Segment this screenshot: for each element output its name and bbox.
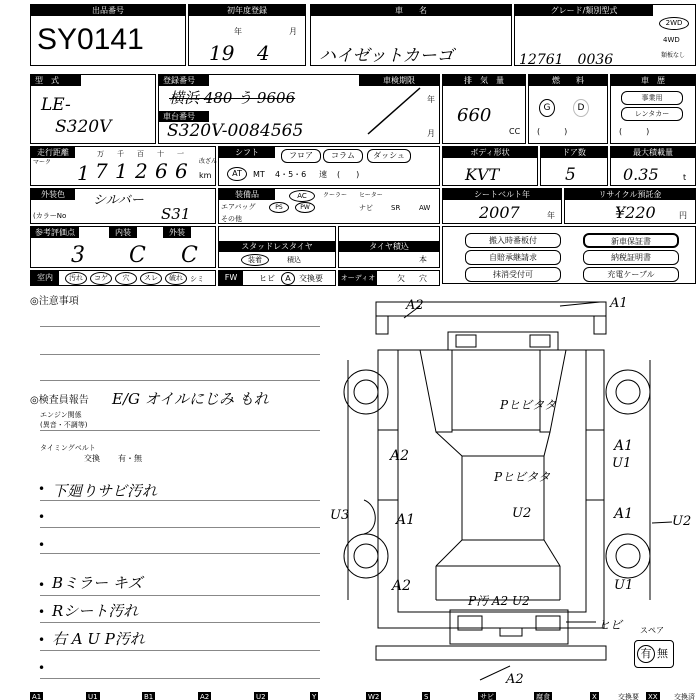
legend-item: A1 <box>32 693 42 700</box>
doc-carry-in: 搬入時番板付 <box>465 233 561 248</box>
mileage-lead-digit: 1 <box>77 161 90 185</box>
interior-condition-item: 穴 <box>115 272 137 285</box>
fw-a: A <box>281 272 295 285</box>
recycle-value: ¥220 <box>615 203 656 222</box>
interior-row-label: 室内 <box>31 271 59 285</box>
damage-mark: U2 <box>672 514 692 529</box>
bullet: • <box>38 510 46 524</box>
legend-item: A2 <box>200 693 210 700</box>
exterior-label: 外装 <box>163 227 191 238</box>
interior-value: C <box>129 243 146 268</box>
car-name-label: 車 名 <box>311 5 511 16</box>
damage-mark: Pヒビタタ <box>494 470 551 484</box>
fw-crack: ヒビ <box>259 274 275 283</box>
fw-exchange: 交換要 <box>299 274 323 283</box>
grade-none-option: 類板なし <box>661 52 686 59</box>
shift-mt: MT <box>253 170 265 179</box>
displacement-unit: CC <box>509 127 521 136</box>
damage-mark: U3 <box>330 508 350 523</box>
damage-mark: A2 <box>506 672 524 687</box>
legend-item: XX <box>648 693 658 700</box>
notes-label: ◎注意事項 <box>30 296 79 307</box>
interior-condition-item: コゲ <box>90 272 112 285</box>
mileage-unit: km <box>199 171 212 180</box>
history-rental: レンタカー <box>621 107 683 121</box>
reg-value: 横浜 480 う 9606 <box>169 89 296 107</box>
interior-condition-item: 汚れ <box>65 272 87 285</box>
bullet: • <box>38 661 46 675</box>
displacement-value: 660 <box>457 105 492 126</box>
first-reg-year-label: 年 <box>234 27 242 36</box>
damage-mark: A1 <box>614 506 634 522</box>
damage-mark: A2 <box>392 578 412 594</box>
shift-column: コラム <box>323 149 363 163</box>
doors-label: ドア数 <box>541 147 607 158</box>
note-item: 下廻りサビ汚れ <box>52 482 158 500</box>
history-paren: ( ) <box>619 127 650 136</box>
model-label: 型 式 <box>31 75 81 86</box>
car-name-value: ハイゼットカーゴ <box>319 46 454 66</box>
model-line2: S320V <box>55 117 112 137</box>
grade-value: 12761 0036 <box>519 52 614 68</box>
shift-speed: 速 <box>319 170 327 179</box>
lot-label: 出品番号 <box>31 5 185 16</box>
mileage-unit-label: 千 <box>117 150 124 158</box>
lot-number: SY0141 <box>37 23 144 56</box>
damage-mark: Pヒビタタ <box>500 398 557 412</box>
chassis-value: S320V-0084565 <box>167 121 304 141</box>
history-label: 車 歴 <box>611 75 695 86</box>
first-reg-month-label: 月 <box>289 27 297 36</box>
audio-label: オーディオ <box>339 271 377 285</box>
mileage-unit-label: 百 <box>137 150 144 158</box>
bullet: • <box>38 578 46 592</box>
seatbelt-value: 2007 <box>479 203 520 222</box>
shift-dash: ダッシュ <box>367 149 411 163</box>
recycle-label: リサイクル預託金 <box>565 189 695 200</box>
legend-items <box>30 692 696 700</box>
score-value: 3 <box>71 243 85 268</box>
inspector-label: ◎検査員報告 <box>30 395 89 406</box>
color-value: シルバー <box>93 193 144 208</box>
recycle-unit: 円 <box>679 211 687 220</box>
fuel-paren: ( ) <box>537 127 568 136</box>
capacity-value: 0.35 <box>623 165 659 184</box>
tire-load-label: タイヤ積込 <box>339 241 439 252</box>
mileage-digit: 2 <box>135 159 148 183</box>
bullet: • <box>38 605 46 619</box>
model-line1: LE- <box>41 95 71 115</box>
color-change-label: (カラーNo <box>33 212 67 220</box>
legend-item: 交換済 <box>674 693 695 700</box>
legend-item: X <box>592 693 597 700</box>
mileage-unit-label: 十 <box>157 150 164 158</box>
fuel-d-option: D <box>573 99 589 117</box>
shift-at: AT <box>227 167 247 181</box>
studless-label: スタッドレスタイヤ <box>219 241 335 252</box>
capacity-unit: t <box>683 173 687 182</box>
bullet: • <box>38 633 46 647</box>
equipment-other: その他 <box>221 215 242 223</box>
spare-none: 無 <box>657 647 668 660</box>
damage-mark: A1 <box>614 438 634 454</box>
equipment-airbag: エアバッグ <box>221 203 256 211</box>
seatbelt-unit: 年 <box>547 211 555 220</box>
legend-item: Y <box>312 693 317 700</box>
interior-condition-item: シミ <box>190 275 204 283</box>
timing-exchange: 交換 <box>84 454 100 463</box>
first-reg-year: 19 <box>209 41 235 65</box>
note-item: 右 A U P汚れ <box>52 630 145 648</box>
inspection-month-label: 月 <box>427 129 435 138</box>
body-type-label: ボディ形状 <box>443 147 537 158</box>
legend-item: 腐食 <box>536 693 550 700</box>
spare-label: スペア <box>640 626 664 635</box>
studless-loaded: 積込 <box>287 256 301 264</box>
equipment-aw: AW <box>419 204 431 212</box>
audio-hole: 穴 <box>419 274 427 283</box>
mileage-digit: 1 <box>115 159 128 183</box>
capacity-label: 最大積載量 <box>611 147 695 158</box>
reg-label: 登録番号 <box>159 75 209 86</box>
mileage-sub: 改ざん <box>199 158 218 165</box>
engine-label: エンジン関係 (異音・不調等) <box>40 411 88 429</box>
shift-paren: ( ) <box>337 170 360 179</box>
doors-value: 5 <box>565 165 576 185</box>
history-business: 事業用 <box>621 91 683 105</box>
studless-used: 装着 <box>241 254 269 266</box>
damage-mark: A2 <box>390 448 410 464</box>
audio-missing: 欠 <box>397 274 405 283</box>
shift-label: シフト <box>219 147 275 158</box>
damage-mark: U1 <box>612 456 632 471</box>
first-reg-month: 4 <box>257 41 270 65</box>
legend-item: U1 <box>88 693 98 700</box>
grade-4wd-option: 4WD <box>663 36 680 44</box>
displacement-label: 排 気 量 <box>443 75 525 86</box>
fw-label: FW <box>219 271 243 285</box>
equipment-pw: PW <box>295 202 315 213</box>
fuel-g-option: G <box>539 99 555 117</box>
seatbelt-label: シートベルト年 <box>443 189 561 200</box>
doc-jibai: 自賠承継請求 <box>465 250 561 265</box>
damage-mark: P汚 A2 U2 <box>468 594 530 608</box>
exterior-value: C <box>181 243 198 268</box>
legend-item: S <box>424 693 429 700</box>
color-code: S31 <box>161 205 191 223</box>
timing-label: タイミングベルト <box>40 444 96 452</box>
body-type-value: KVT <box>465 165 500 184</box>
mileage-mark: マーク <box>33 159 52 166</box>
mileage-digit: 6 <box>175 159 188 183</box>
note-item: Rシート汚れ <box>52 602 139 620</box>
inspection-year-label: 年 <box>427 95 435 104</box>
damage-mark: A1 <box>396 512 416 528</box>
damage-mark: A2 <box>406 298 424 313</box>
equipment-ac: AC <box>289 190 315 202</box>
interior-condition-item: 破れ <box>165 272 187 285</box>
doc-cable: 充電ケーブル <box>583 267 679 282</box>
equipment-ps: PS <box>269 202 289 213</box>
damage-mark: U1 <box>614 578 634 593</box>
fuel-label: 燃 料 <box>529 75 607 86</box>
mileage-unit-label: 万 <box>97 150 104 158</box>
damage-mark: A1 <box>610 296 628 311</box>
legend-item: サビ <box>480 693 494 700</box>
legend-item: W2 <box>368 693 380 700</box>
equipment-cooler: クーラー <box>323 192 348 199</box>
timing-yes-no: 有・無 <box>118 454 142 463</box>
damage-mark: ヒビ <box>598 618 623 632</box>
mileage-digit: 7 <box>95 159 108 183</box>
mileage-label: 走行距離 <box>31 147 75 158</box>
damage-mark: U2 <box>512 506 532 521</box>
doc-cancel: 抹消受付可 <box>465 267 561 282</box>
equipment-navi: ナビ <box>359 204 373 212</box>
doc-warranty: 新車保証書 <box>583 233 679 248</box>
chassis-label: 車台番号 <box>159 111 209 122</box>
doc-tax: 納税証明書 <box>583 250 679 265</box>
grade-label: グレード/類別型式 <box>515 5 653 16</box>
legend-item: U2 <box>256 693 266 700</box>
inspection-label: 車検期限 <box>359 75 439 86</box>
legend-item: B1 <box>144 693 154 700</box>
tire-load-unit: 本 <box>419 255 427 264</box>
legend-strip <box>30 692 696 700</box>
bullet: • <box>38 482 46 496</box>
shift-gears: 4・5・6 <box>275 170 307 179</box>
interior-label: 内装 <box>109 227 137 238</box>
spare-box <box>634 640 674 668</box>
spare-value: 有 <box>637 645 655 663</box>
equipment-label: 装備品 <box>219 189 275 200</box>
first-reg-label: 初年度登録 <box>189 5 305 16</box>
score-label: 参考評価点 <box>31 227 79 238</box>
equipment-heater: ヒーター <box>359 192 383 199</box>
grade-2wd-option: 2WD <box>659 17 689 30</box>
mileage-digit: 6 <box>155 159 168 183</box>
shift-floor: フロア <box>281 149 321 163</box>
bullet: • <box>38 538 46 552</box>
note-item: Bミラー キズ <box>52 574 143 592</box>
inspector-comment: E/G オイルにじみ もれ <box>112 390 269 408</box>
legend-item: 交換要 <box>618 693 639 700</box>
color-label: 外装色 <box>31 189 75 200</box>
mileage-unit-label: 一 <box>177 150 184 158</box>
equipment-sr: SR <box>391 204 401 212</box>
interior-condition-item: スレ <box>140 272 162 285</box>
